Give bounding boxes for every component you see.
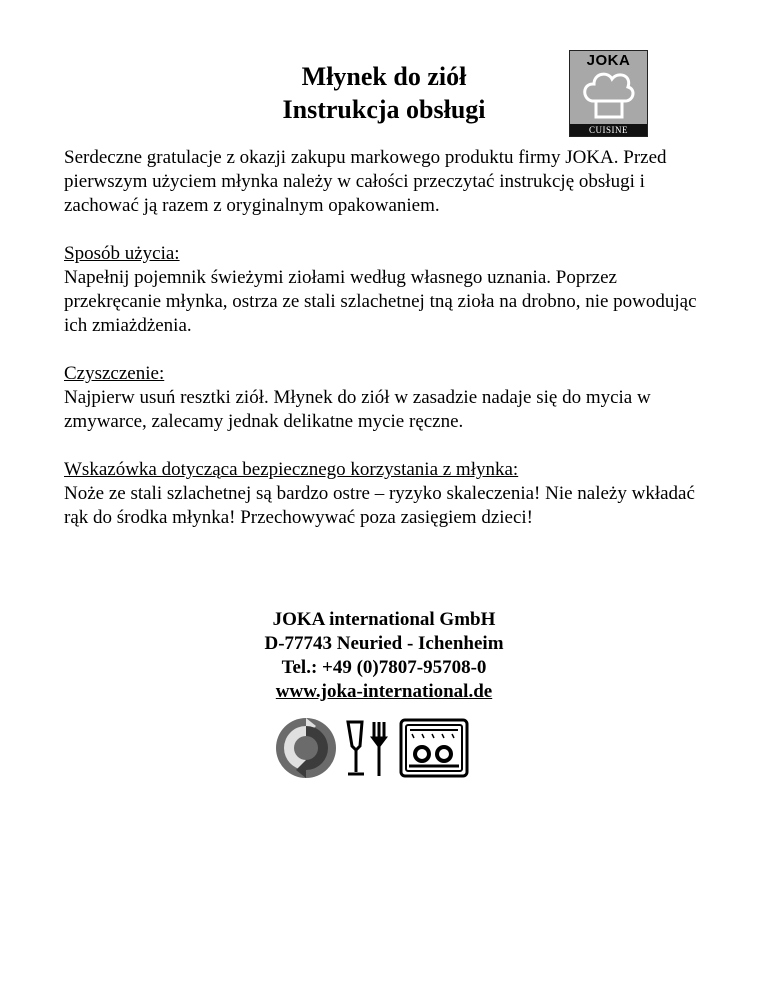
section-safety xyxy=(64,458,714,530)
company-name: JOKA international GmbH xyxy=(272,609,496,630)
food-safe-glass-fork-icon xyxy=(348,722,385,776)
section-usage xyxy=(64,242,714,338)
title-line-2: Instrukcja obsługi xyxy=(282,95,486,124)
section-heading: Wskazówka dotycząca bezpiecznego korzystania z młynka: xyxy=(64,459,519,480)
section-heading: Sposób użycia: xyxy=(64,243,180,264)
logo-brand: JOKA xyxy=(586,52,631,69)
joka-logo xyxy=(569,50,648,137)
intro-paragraph: Serdeczne gratulacje z okazji zakupu markowego produktu firmy JOKA. Przed pierwszym użyciem młynka należy w całości przeczytać instrukcję obsługi i zachować ją razem z oryginalnym opakowaniem. xyxy=(64,147,667,216)
section-heading: Czyszczenie: xyxy=(64,363,165,384)
logo-subtitle: CUISINE xyxy=(570,124,647,136)
section-cleaning xyxy=(64,362,714,434)
dishwasher-safe-icon xyxy=(401,720,467,776)
chef-hat-icon xyxy=(582,71,635,121)
company-phone: Tel.: +49 (0)7807-95708-0 xyxy=(281,657,487,678)
page-title xyxy=(184,60,584,126)
title-line-1: Młynek do ziół xyxy=(301,62,467,91)
symbols-row xyxy=(276,716,476,785)
section-text: Noże ze stali szlachetnej są bardzo ostre – ryzyko skaleczenia! Nie należy wkładać rąk do środka młynka! Przechowywać poza zasięgiem dzieci! xyxy=(64,483,695,528)
section-text: Napełnij pojemnik świeżymi ziołami według własnego uznania. Poprzez przekręcanie młynka, ostrza ze stali szlachetnej tną zioła na drobno, nie powodując ich zmiażdżenia. xyxy=(64,267,697,336)
company-footer xyxy=(184,608,584,704)
section-text: Najpierw usuń resztki ziół. Młynek do ziół w zasadzie nadaje się do mycia w zmywarce, zalecamy jednak delikatne mycie ręczne. xyxy=(64,387,651,432)
company-website-link[interactable]: www.joka-international.de xyxy=(275,681,493,702)
instruction-body xyxy=(64,146,714,554)
company-address: D-77743 Neuried - Ichenheim xyxy=(264,633,504,654)
green-dot-recycling-icon xyxy=(276,718,336,778)
